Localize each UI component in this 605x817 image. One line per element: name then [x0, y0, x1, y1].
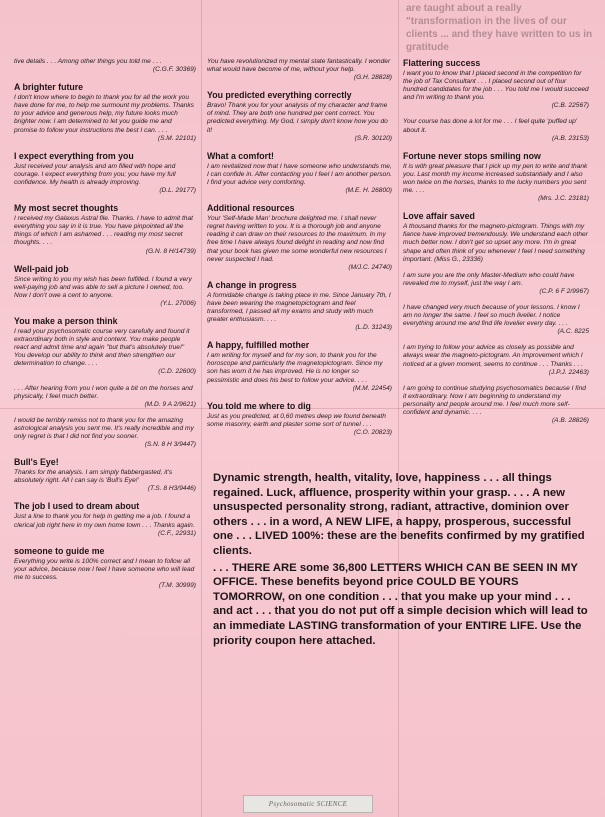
testimonial-reference: (A.B. 28826): [551, 417, 589, 425]
testimonial-text: [207, 163, 392, 195]
testimonial-reference: (S.R. 30120): [354, 134, 392, 142]
testimonial-body: Just received your analysis and am filled with hope and courage. I expect everything from you; you have my full confidence. My health is already improving.: [14, 162, 176, 186]
testimonial-body: A thousand thanks for the magneto-pictogram. Things with my fiance have improved tremendously. We understand each other much better now. I don't get so upset any more. I'm in great shape and often think of you whenever I feel I need something important. (Miss G., 23336): [403, 223, 588, 263]
testimonial-item: [207, 340, 392, 392]
testimonial-heading: Love affair saved: [403, 211, 475, 222]
testimonial-heading: Well-paid job: [14, 263, 69, 274]
testimonial-item: [14, 457, 196, 493]
testimonial-body: Your 'Self-Made Man' brochure delighted me. I shall never regret having written to you. It is a thorough job and anyone reading it can draw on their resources to the maximum. In my free time I have always found delight in reading and now find that your book has given me some wonderful new resources I never suspected I had.: [207, 215, 387, 263]
testimonial-reference: (Y.L. 27006): [160, 299, 196, 307]
testimonial-body: I am trying to follow your advice as closely as possible and always wear the magneto-pictogram. An improvement which I noticed at a given moment, seems to continue . . . Thanks . . .: [403, 344, 583, 368]
testimonial-reference: (M.E. H. 26800): [345, 187, 392, 195]
testimonial-text: [207, 292, 392, 332]
testimonial-text: [403, 70, 589, 110]
testimonial-heading: The job I used to dream about: [14, 501, 140, 512]
testimonial-heading: I expect everything from you: [14, 150, 134, 161]
testimonial-reference: (J.P.J. 22463): [548, 368, 589, 376]
testimonial-text: [14, 558, 196, 590]
testimonial-reference: (C.B. 22567): [551, 102, 589, 110]
testimonial-text: [14, 417, 196, 449]
testimonial-text: [14, 513, 196, 537]
testimonial-body: Thanks for the analysis. I am simply flabbergasted, it's absolutely right. All I can say is 'Bull's Eye!': [14, 469, 173, 485]
testimonial-text: [14, 215, 196, 255]
faded-top-text: are taught about a really "transformation in the lives of our clients ... and they have written to us in gratitude: [406, 3, 593, 52]
stamp-label: Psychosomatic SCIENCE: [243, 795, 373, 813]
testimonial-text: [403, 272, 589, 296]
testimonial-reference: (T.S. 8 H3/9446): [147, 485, 196, 493]
testimonial-body: Your course has done a lot for me . . . I feel quite 'puffed up' about it.: [403, 118, 578, 134]
testimonial-body: I am sure you are the only Master-Medium who could have revealed me to myself, just the way I am.: [403, 271, 575, 287]
testimonial-item: [403, 304, 589, 336]
testimonial-text: [207, 58, 392, 82]
testimonial-body: You have revolutionized my mental state fantastically. I wonder what would have become of me, without your help.: [207, 58, 391, 74]
testimonial-reference: (G.N. 8 H/14739): [145, 247, 196, 255]
testimonial-item: [403, 58, 589, 110]
testimonial-reference: (M/J.C. 24740): [348, 263, 392, 271]
testimonial-text: [14, 58, 196, 74]
testimonial-body: Just as you predicted, at 0,60 metres deep we found beneath some masonry, earth and plaster some sort of tunnel . . .: [207, 412, 386, 428]
testimonial-heading: What a comfort!: [207, 150, 274, 161]
testimonial-item: [403, 344, 589, 376]
testimonial-heading: You predicted everything correctly: [207, 90, 352, 101]
testimonial-reference: (S.N. 8 H 3/9447): [144, 441, 196, 449]
testimonial-text: [403, 304, 589, 336]
testimonial-heading: My most secret thoughts: [14, 203, 119, 214]
testimonial-body: It is with great pleasure that I pick up my pen to write and thank you. Last month my income increased substantially and I also won twice on the horses, thanks to the lucky numbers you sent me. . . .: [403, 162, 588, 195]
testimonial-body: Since writing to you my wish has been fulfilled. I found a very well-paying job and was able to sell a picture I owned, too. Now I don't owe a cent to anyone.: [14, 275, 192, 299]
testimonial-heading: Additional resources: [207, 203, 295, 214]
testimonial-body: I am revitalized now that I have someone who understands me, I can confide in. After contacting you I feel I am another person. I find your advice very comforting.: [207, 162, 392, 186]
testimonial-item: [403, 211, 589, 263]
testimonial-item: [403, 118, 589, 142]
testimonial-reference: (S.M. 22101): [157, 134, 196, 142]
testimonial-body: A formidable change is taking place in me. Since January 7th, I have been wearing the magnetopictogram and feel transformed, I passed all my exams and study with much greater enthusiasm. . . .: [207, 291, 391, 324]
testimonial-body: Everything you write is 100% correct and I mean to follow all your advice, because now I feel I have someone who will lead me to success.: [14, 557, 195, 581]
testimonial-item: [403, 151, 589, 203]
testimonial-text: [207, 215, 392, 272]
testimonial-heading: A happy, fulfilled mother: [207, 340, 310, 351]
testimonial-reference: (Mrs. J.C. 23181): [538, 195, 589, 203]
testimonial-body: . . . After hearing from you I won quite a bit on the horses and physically, I feel much better.: [14, 384, 193, 400]
testimonial-heading: Fortune never stops smiling now: [403, 150, 541, 161]
testimonial-heading: A change in progress: [207, 279, 297, 290]
testimonial-text: [403, 344, 589, 376]
testimonial-reference: (M.M. 22454): [352, 384, 392, 392]
testimonial-item: [403, 272, 589, 296]
testimonial-item: [207, 401, 392, 437]
testimonial-item: [207, 90, 392, 142]
promo-paragraph: . . . THERE ARE some 36,800 LETTERS WHICH CAN BE SEEN IN MY OFFICE. These benefits beyond price COULD BE YOURS TOMORROW, on one condition . . . that you make up your mind . . . and act . . . that you do not put off a simple decision which will lead to an immediate LASTING transformation of your ENTIRE LIFE. Use the priority coupon here attached.: [213, 561, 588, 647]
testimonial-text: [14, 385, 196, 409]
testimonial-column-3: [403, 58, 589, 433]
promo-paragraph: Dynamic strength, health, vitality, love, happiness . . . all things regained. Luck, affluence, prosperity within your grasp. . . . A new unsuspected personality strong, radiant, attractive, dominion over others . . . in a word, A NEW LIFE, a happy, prosperous, successful one . . . LIVED 100%: these are the benefits confirmed by my gratified clients.: [213, 472, 585, 557]
testimonial-body: I am going to continue studying psychosomatics because I find it extraordinary. Now I am beginning to understand my personality and people around me. I feel much more self-confident and dynamic. . . .: [403, 384, 586, 416]
testimonial-item: [14, 58, 196, 74]
testimonial-text: [403, 118, 589, 142]
testimonial-reference: (A.C. 8225: [557, 328, 589, 336]
testimonial-reference: (L.D. 31243): [355, 324, 392, 332]
testimonial-heading: You told me where to dig: [207, 400, 311, 411]
testimonial-item: [207, 280, 392, 332]
testimonial-reference: (C.P. 6 F 2/9967): [539, 287, 589, 295]
testimonial-body: I read your psychosomatic course very carefully and found it extraordinary both in style and content. You make people react and admit time and again "but that's absolutely true!" You develop our ability to think and then strengthen our determination to change. . . .: [14, 327, 190, 368]
testimonial-column-1: [14, 58, 196, 598]
testimonial-reference: (G.H. 28828): [353, 74, 392, 82]
testimonial-heading: Flattering success: [403, 58, 481, 68]
testimonial-text: [14, 163, 196, 195]
testimonial-body: I am writing for myself and for my son, to thank you for the horoscope and particularly the magnetopictogram. Since my son has worn it he has improved. He is no longer so pessimistic and does his best to follow your advice. . . .: [207, 352, 383, 384]
testimonial-item: [207, 203, 392, 272]
testimonial-text: [403, 163, 589, 203]
testimonial-item: [14, 203, 196, 255]
testimonial-text: [403, 385, 589, 425]
testimonial-column-2: [207, 58, 392, 445]
testimonial-reference: (C.G.F. 30369): [152, 66, 196, 74]
testimonial-reference: (C.F., 22931): [158, 529, 196, 537]
testimonial-item: [14, 385, 196, 409]
testimonial-heading: A brighter future: [14, 82, 84, 93]
testimonial-reference: (M.D. 9 A 2/9621): [144, 400, 196, 408]
testimonial-body: I want you to know that I placed second in the competition for the job of Tax Consultant . . . I placed second out of four hundred candidates for the job . . . You told me I would succeed and I'm writing to thank you.: [403, 70, 589, 102]
testimonial-body: tive details . . . Among other things you told me . . .: [14, 58, 162, 65]
testimonial-text: [14, 276, 196, 308]
testimonial-text: [207, 102, 392, 142]
testimonial-body: I don't know where to begin to thank you for all the work you have done for me, to help me surmount my problems. Thanks to your advice and generous help, my future looks much brighter now. I am determined to let you guide me and promise to follow your instructions the best I can. . . .: [14, 94, 194, 134]
testimonial-item: [14, 316, 196, 377]
testimonial-heading: Bull's Eye!: [14, 457, 59, 468]
testimonial-item: [207, 58, 392, 82]
testimonial-item: [14, 151, 196, 195]
testimonial-text: [403, 223, 589, 263]
testimonial-reference: (T.M. 30999): [158, 582, 196, 590]
testimonial-item: [14, 417, 196, 449]
testimonial-item: [14, 546, 196, 590]
testimonial-text: [14, 94, 196, 143]
testimonial-heading: someone to guide me: [14, 545, 105, 556]
testimonial-text: [207, 413, 392, 437]
testimonial-reference: (C.O. 20823): [353, 428, 392, 436]
testimonial-reference: (D.L. 29177): [159, 187, 196, 195]
testimonial-item: [207, 151, 392, 195]
testimonial-body: I received my Galaxus Astral file. Thanks. I have to admit that everything you say in it is true. You have pinpointed all the things of which I am ashamed . . . reading my most secret thoughts. . . .: [14, 215, 193, 247]
testimonial-body: I would be terribly remiss not to thank you for the amazing astrological analysis you sent me. It's really incredible and my only regret is that I did not find you sooner.: [14, 416, 194, 440]
testimonial-heading: You make a person think: [14, 315, 118, 326]
testimonial-item: [14, 501, 196, 537]
promo-text: [213, 471, 593, 650]
testimonial-text: [14, 469, 196, 493]
testimonial-reference: (A.B. 23153): [551, 134, 589, 142]
testimonial-body: Bravo! Thank you for your analysis of my character and frame of mind. They are both one hundred per cent correct. You predicted everything. My God, I simply don't know how you do it!: [207, 102, 388, 134]
testimonial-text: [207, 352, 392, 392]
testimonial-item: [14, 82, 196, 143]
testimonial-text: [14, 328, 196, 377]
testimonial-body: Just a line to thank you for help in getting me a job. I found a clerical job right here in my own home town . . . Thanks again.: [14, 513, 195, 529]
testimonial-item: [403, 385, 589, 425]
testimonial-reference: (C.D. 22600): [158, 368, 196, 376]
testimonial-body: I have changed very much because of your lessons. I know I am no longer the same. I feel so much livelier. I notice everything around me and find life lovelier every day. . . .: [403, 303, 580, 328]
testimonial-item: [14, 264, 196, 308]
